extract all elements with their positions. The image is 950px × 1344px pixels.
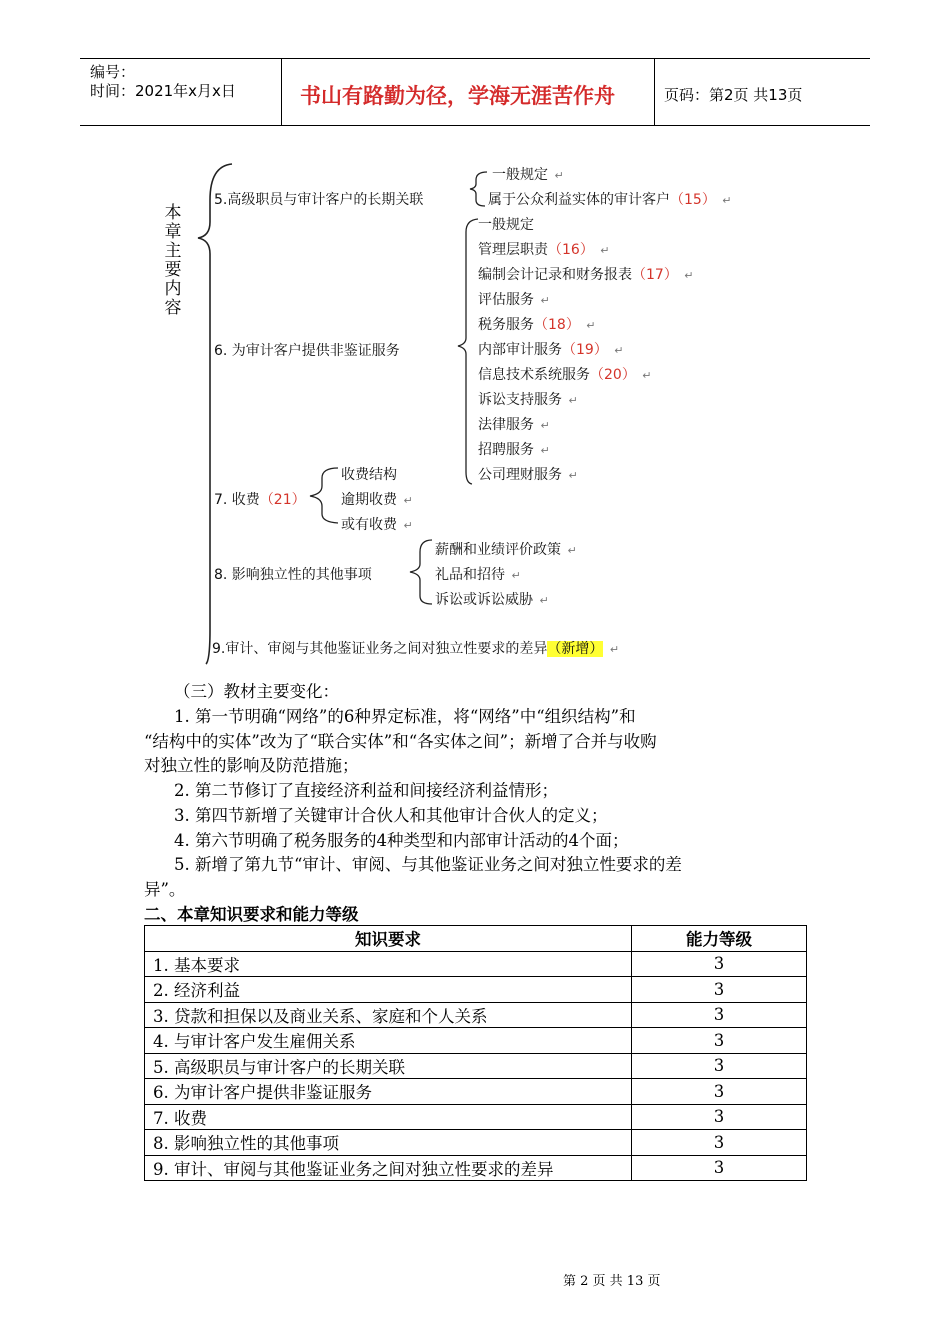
branch-6-item: 评估服务 ↵ (478, 292, 550, 308)
changes-heading: （三）教材主要变化： (174, 682, 339, 701)
column-header-requirement: 知识要求 (145, 926, 632, 952)
cell-level: 3 (632, 1079, 807, 1105)
branch-6-item: 税务服务（18） ↵ (478, 317, 596, 333)
branch-7-label: 7. 收费（21） (214, 492, 306, 508)
changes-line: 5. 新增了第九节“审计、审阅、与其他鉴证业务之间对独立性要求的差 (174, 855, 682, 874)
column-header-level: 能力等级 (632, 926, 807, 952)
branch-6-item: 管理层职责（16） ↵ (478, 242, 610, 258)
branch-6-item: 信息技术系统服务（20） ↵ (478, 367, 652, 383)
cell-requirement: 5. 高级职员与审计客户的长期关联 (145, 1053, 632, 1079)
table-row (145, 1130, 807, 1156)
table-row (145, 1104, 807, 1130)
changes-line: 异”。 (144, 880, 186, 899)
cell-level: 3 (632, 977, 807, 1003)
mindmap-title: 本章主要内容 (164, 203, 182, 318)
cell-level: 3 (632, 1104, 807, 1130)
return-mark: ↵ (554, 169, 564, 182)
branch-8-item: 礼品和招待 ↵ (435, 567, 521, 583)
header-motto: 书山有路勤为径，学海无涯苦作舟 (300, 84, 615, 108)
changes-line: 3. 第四节新增了关键审计合伙人和其他审计合伙人的定义； (174, 806, 608, 825)
cell-level: 3 (632, 1028, 807, 1054)
branch-6-item: 一般规定 (478, 217, 534, 233)
brace-branch-5 (470, 172, 487, 206)
changes-line: 2. 第二节修订了直接经济利益和间接经济利益情形； (174, 781, 558, 800)
table-row (145, 1079, 807, 1105)
return-mark: ↵ (403, 519, 413, 532)
cell-requirement: 9. 审计、审阅与其他鉴证业务之间对独立性要求的差异 (145, 1155, 632, 1181)
return-mark: ↵ (684, 269, 694, 282)
branch-5-label: 5.高级职员与审计客户的长期关联 (214, 192, 424, 208)
branch-6-item: 编制会计记录和财务报表（17） ↵ (478, 267, 694, 283)
table-row (145, 1028, 807, 1054)
return-mark: ↵ (586, 319, 596, 332)
return-mark: ↵ (568, 469, 578, 482)
brace-branch-7 (310, 468, 338, 523)
table-row (145, 951, 807, 977)
branch-6-item: 公司理财服务 ↵ (478, 467, 578, 483)
branch-7-item: 逾期收费 ↵ (341, 492, 413, 508)
cell-requirement: 8. 影响独立性的其他事项 (145, 1130, 632, 1156)
branch-6-item: 招聘服务 ↵ (478, 442, 550, 458)
cell-level: 3 (632, 951, 807, 977)
return-mark: ↵ (511, 569, 521, 582)
changes-line: “结构中的实体”改为了“联合实体”和“各实体之间”；新增了合并与收购 (144, 732, 657, 751)
branch-6-item: 法律服务 ↵ (478, 417, 550, 433)
return-mark: ↵ (540, 419, 550, 432)
header-time-label: 时间：2021年x月x日 (90, 82, 236, 100)
cell-requirement: 7. 收费 (145, 1104, 632, 1130)
brace-branch-8 (410, 540, 432, 604)
return-mark: ↵ (609, 643, 620, 656)
cell-level: 3 (632, 1130, 807, 1156)
branch-6-label: 6. 为审计客户提供非鉴证服务 (214, 343, 400, 359)
table-header-row (145, 926, 807, 952)
return-mark: ↵ (403, 494, 413, 507)
return-mark: ↵ (614, 344, 624, 357)
branch-5-item: 一般规定 ↵ (492, 167, 564, 183)
main-brace (198, 164, 232, 664)
cell-level: 3 (632, 1155, 807, 1181)
return-mark: ↵ (539, 594, 549, 607)
table-row (145, 1155, 807, 1181)
cell-requirement: 2. 经济利益 (145, 977, 632, 1003)
table-row (145, 1053, 807, 1079)
branch-7-item: 或有收费 ↵ (341, 517, 413, 533)
changes-line: 4. 第六节明确了税务服务的4种类型和内部审计活动的4个面； (174, 831, 629, 850)
cell-requirement: 3. 贷款和担保以及商业关系、家庭和个人关系 (145, 1002, 632, 1028)
branch-8-label: 8. 影响独立性的其他事项 (214, 567, 372, 583)
changes-line: 1. 第一节明确“网络”的6种界定标准，将“网络”中“组织结构”和 (174, 707, 636, 726)
branch-8-item: 薪酬和业绩评价政策 ↵ (435, 542, 577, 558)
return-mark: ↵ (568, 394, 578, 407)
return-mark: ↵ (722, 194, 732, 207)
brace-branch-6 (458, 219, 478, 484)
branch-9-label: 9.审计、审阅与其他鉴证业务之间对独立性要求的差异（新增） ↵ (212, 641, 620, 657)
cell-requirement: 4. 与审计客户发生雇佣关系 (145, 1028, 632, 1054)
branch-6-item: 诉讼支持服务 ↵ (478, 392, 578, 408)
cell-level: 3 (632, 1053, 807, 1079)
return-mark: ↵ (567, 544, 577, 557)
return-mark: ↵ (540, 444, 550, 457)
changes-line: 对独立性的影响及防范措施； (144, 756, 359, 775)
branch-6-item: 内部审计服务（19） ↵ (478, 342, 624, 358)
table-row (145, 1002, 807, 1028)
branch-7-item: 收费结构 (341, 467, 397, 483)
branch-8-item: 诉讼或诉讼威胁 ↵ (435, 592, 549, 608)
page-footer: 第 2 页 共 13 页 (563, 1274, 661, 1289)
section-heading: 二、本章知识要求和能力等级 (144, 905, 359, 924)
cell-requirement: 1. 基本要求 (145, 951, 632, 977)
new-badge: （新增） (547, 641, 604, 657)
return-mark: ↵ (540, 294, 550, 307)
knowledge-table (144, 925, 807, 1181)
return-mark: ↵ (642, 369, 652, 382)
branch-5-item: 属于公众利益实体的审计客户（15） ↵ (488, 192, 732, 208)
header-page-label: 页码：第2页 共13页 (664, 86, 803, 104)
table-row (145, 977, 807, 1003)
cell-level: 3 (632, 1002, 807, 1028)
header-number-label: 编号： (90, 63, 136, 81)
cell-requirement: 6. 为审计客户提供非鉴证服务 (145, 1079, 632, 1105)
return-mark: ↵ (600, 244, 610, 257)
